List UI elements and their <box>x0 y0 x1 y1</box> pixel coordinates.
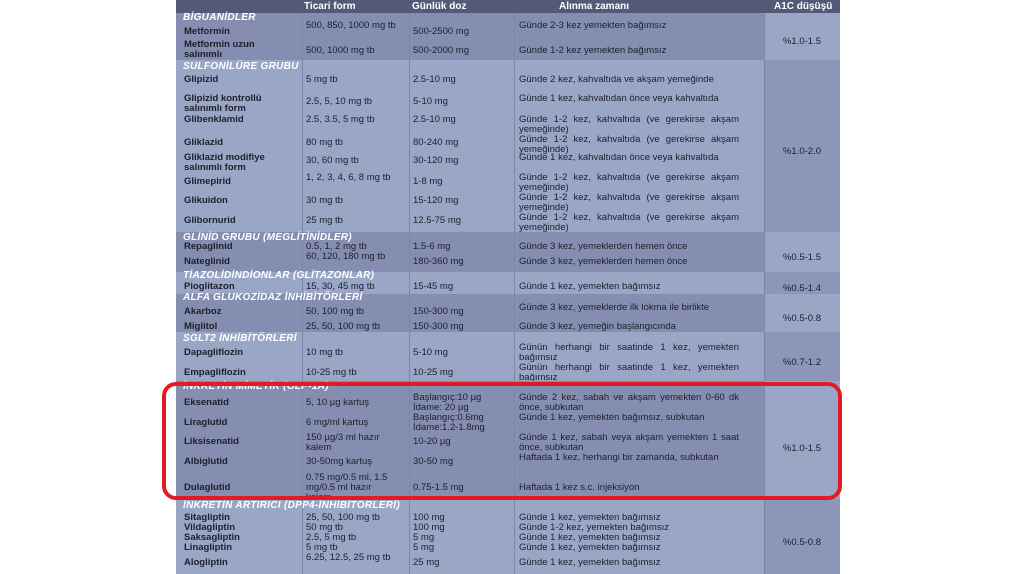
drug-form: 5 mg tb <box>306 543 338 553</box>
a1c-value: %0.5-1.5 <box>782 252 822 263</box>
drug-form: 150 µg/3 ml hazır kalem <box>306 433 380 453</box>
drug-name: Metformin <box>184 27 230 37</box>
drug-dose: 2.5-10 mg <box>413 75 456 85</box>
drug-form: 80 mg tb <box>306 138 343 148</box>
drug-timing: Haftada 1 kez, herhangi bir zamanda, subkutan <box>519 453 719 463</box>
drug-name: Sitagliptin <box>184 513 230 523</box>
drug-dose: 5-10 mg <box>413 97 448 107</box>
drug-dose: 25 mg <box>413 558 440 568</box>
header-alinma-zamani: Alınma zamanı <box>559 1 630 12</box>
drug-timing: Günde 1-2 kez, kahvaltıda (ve gerekirse akşam yemeğinde) <box>519 213 739 233</box>
drug-name: Glibornurid <box>184 216 236 226</box>
drug-form: 50, 100 mg tb <box>306 307 365 317</box>
drug-form: 5, 10 µg kartuş <box>306 398 370 408</box>
drug-timing: Günde 1 kez, sabah veya akşam yemekten 1 saat önce, subkutan <box>519 433 739 453</box>
a1c-value: %1.0-2.0 <box>782 146 822 157</box>
drug-timing: Günde 3 kez, yemeklerden hemen önce <box>519 242 688 252</box>
drug-timing: Günün herhangi bir saatinde 1 kez, yemekten bağımsız <box>519 363 739 381</box>
drug-name: Eksenatid <box>184 398 229 408</box>
drug-dose: 15-120 mg <box>413 196 459 206</box>
drug-name: Saksagliptin <box>184 533 240 543</box>
drug-timing: Günde 1 kez, yemekten bağımsız <box>519 513 661 523</box>
drug-form: 2.5, 5 mg tb <box>306 533 357 543</box>
drug-form: 0.5, 1, 2 mg tb <box>306 242 367 252</box>
drug-form: 10 mg tb <box>306 348 343 358</box>
group-heading: BİGUANİDLER <box>183 12 256 23</box>
drug-timing: Günde 1 kez, yemekten bağımsız, subkutan <box>519 413 705 423</box>
drug-dose: 15-45 mg <box>413 282 454 292</box>
drug-form: 2.5, 5, 10 mg tb <box>306 97 373 107</box>
drug-form: 25, 50, 100 mg tb <box>306 322 380 332</box>
drug-dose: 5-10 mg <box>413 348 448 358</box>
drug-dose: 1.5-6 mg <box>413 242 451 252</box>
a1c-value: %1.0-1.5 <box>782 36 822 47</box>
drug-dose: 100 mg <box>413 513 445 523</box>
group-heading: İNKRETİN ARTIRICI (DPP4-İNHİBİTÖRLERİ) <box>183 500 400 511</box>
group-heading: TİAZOLİDİNDİONLAR (GLİTAZONLAR) <box>183 270 375 281</box>
drug-timing: Günde 1 kez, kahvaltıdan önce veya kahvaltıda <box>519 94 719 104</box>
drug-name: Dapagliflozin <box>184 348 244 358</box>
a1c-value: %0.5-0.8 <box>782 313 822 324</box>
drug-name: Glibenklamid <box>184 115 244 125</box>
drug-name: Albiglutid <box>184 457 228 467</box>
drug-form: 6.25, 12.5, 25 mg tb <box>306 553 391 563</box>
drug-form: 30 mg tb <box>306 196 343 206</box>
drug-dose: 1-8 mg <box>413 177 443 187</box>
a1c-value: %1.0-1.5 <box>782 443 822 454</box>
drug-form: 10-25 mg tb <box>306 368 357 378</box>
drug-name: Alogliptin <box>184 558 228 568</box>
drug-dose: Başlangıç:0.6mg İdame:1.2-1.8mg <box>413 413 485 433</box>
drug-form: 0.75 mg/0.5 ml, 1.5 mg/0.5 ml hazır kalem <box>306 473 388 501</box>
drug-timing: Günde 1 kez, yemekten bağımsız <box>519 543 661 553</box>
drug-dose: 10-20 µg <box>413 437 451 447</box>
drug-dose: 0.75-1.5 mg <box>413 483 464 493</box>
drug-dose: 5 mg <box>413 533 435 543</box>
drug-dose: 500-2500 mg <box>413 27 469 37</box>
drug-name: Liraglutid <box>184 418 228 428</box>
drug-name: Dulaglutid <box>184 483 231 493</box>
drug-name: Glikuidon <box>184 196 228 206</box>
drug-timing: Günde 1-2 kez, kahvaltıda (ve gerekirse akşam yemeğinde) <box>519 173 739 193</box>
drug-dose: 5 mg <box>413 543 435 553</box>
drug-name: Glipizid <box>184 75 219 85</box>
drug-name: Gliklazid modifiye salınımlı form <box>184 153 265 173</box>
drug-name: Gliklazid <box>184 138 224 148</box>
drug-name: Pioglitazon <box>184 282 235 292</box>
drug-timing: Günde 1-2 kez, kahvaltıda (ve gerekirse akşam yemeğinde) <box>519 135 739 155</box>
drug-timing: Günde 1-2 kez, kahvaltıda (ve gerekirse akşam yemeğinde) <box>519 115 739 135</box>
header-gunluk-doz: Günlük doz <box>412 1 467 12</box>
drug-dose: Başlangıç:10 µg İdame: 20 µg <box>413 393 482 413</box>
drug-timing: Günde 3 kez, yemeklerde ilk lokma ile birlikte <box>519 303 710 313</box>
drug-dose: 2.5-10 mg <box>413 115 456 125</box>
drug-dose: 180-360 mg <box>413 257 464 267</box>
a1c-value: %0.7-1.2 <box>782 357 822 368</box>
drug-form: 25, 50, 100 mg tb <box>306 513 380 523</box>
drug-form: 6 mg/ml kartuş <box>306 418 369 428</box>
drug-timing: Günde 1 kez, yemekten bağımsız <box>519 282 661 292</box>
header-ticari-form: Ticari form <box>304 1 356 12</box>
header-a1c: A1C düşüşü <box>774 1 833 12</box>
drug-form: 60, 120, 180 mg tb <box>306 252 386 262</box>
drug-dose: 30-120 mg <box>413 156 459 166</box>
drug-timing: Günde 3 kez, yemeklerden hemen önce <box>519 257 688 267</box>
drug-name: Repaglinid <box>184 242 233 252</box>
drug-timing: Günde 1 kez, kahvaltıdan önce veya kahvaltıda <box>519 153 719 163</box>
drug-name: Nateglinid <box>184 257 230 267</box>
drug-timing: Günde 3 kez, yemeğin başlangıcında <box>519 322 676 332</box>
table-header <box>176 0 840 13</box>
drug-timing: Günde 2 kez, sabah ve akşam yemekten 0-60 dk önce, subkutan <box>519 393 739 413</box>
drug-timing: Günde 1 kez, yemekten bağımsız <box>519 558 661 568</box>
highlight-box-glp1 <box>162 382 842 500</box>
drug-timing: Günde 1-2 kez, kahvaltıda (ve gerekirse akşam yemeğinde) <box>519 193 739 213</box>
drug-timing: Günde 1-2 kez, yemekten bağımsız <box>519 523 669 533</box>
group-heading: GLİNİD GRUBU (MEGLİTİNİDLER) <box>183 232 352 243</box>
drug-form: 5 mg tb <box>306 75 338 85</box>
group-heading: SGLT2 İNHİBİTÖRLERİ <box>183 333 297 344</box>
drug-name: Empagliflozin <box>184 368 246 378</box>
drug-form: 50 mg tb <box>306 523 343 533</box>
drug-form: 1, 2, 3, 4, 6, 8 mg tb <box>306 173 391 183</box>
drug-dose: 500-2000 mg <box>413 46 469 56</box>
drug-timing: Günde 2-3 kez yemekten bağımsız <box>519 21 667 31</box>
a1c-value: %0.5-1.4 <box>782 283 822 294</box>
drug-name: Akarboz <box>184 307 222 317</box>
drug-dose: 80-240 mg <box>413 138 459 148</box>
drug-dose: 150-300 mg <box>413 307 464 317</box>
a1c-value: %0.5-0.8 <box>782 537 822 548</box>
drug-dose: 150-300 mg <box>413 322 464 332</box>
drug-form: 30, 60 mg tb <box>306 156 359 166</box>
drug-form: 25 mg tb <box>306 216 343 226</box>
drug-form: 500, 850, 1000 mg tb <box>306 21 396 31</box>
drug-name: Liksisenatid <box>184 437 239 447</box>
drug-timing: Günde 1 kez, yemekten bağımsız <box>519 533 661 543</box>
group-heading: İNKRETİN MİMETİK (GLP-1A) <box>183 381 329 392</box>
group-heading: ALFA GLUKOZİDAZ İNHİBİTÖRLERİ <box>183 292 363 303</box>
group-heading: SULFONİLÜRE GRUBU <box>183 61 299 72</box>
drug-dose: 12.5-75 mg <box>413 216 462 226</box>
drug-name: Metformin uzun salınımlı <box>184 40 255 60</box>
drug-name: Glipizid kontrollü salınımlı form <box>184 94 262 114</box>
drug-name: Glimepirid <box>184 177 231 187</box>
drug-timing: Günde 2 kez, kahvaltıda ve akşam yemeğinde <box>519 75 714 85</box>
drug-timing: Günün herhangi bir saatinde 1 kez, yemekten bağımsız <box>519 343 739 363</box>
drug-dose: 30-50 mg <box>413 457 454 467</box>
drug-name: Vildagliptin <box>184 523 236 533</box>
drug-form: 30-50mg kartuş <box>306 457 373 467</box>
drug-form: 500, 1000 mg tb <box>306 46 375 56</box>
drug-form: 15, 30, 45 mg tb <box>306 282 375 292</box>
drug-timing: Haftada 1 kez s.c. injeksiyon <box>519 483 640 493</box>
drug-dose: 100 mg <box>413 523 445 533</box>
drug-timing: Günde 1-2 kez yemekten bağımsız <box>519 46 667 56</box>
drug-dose: 10-25 mg <box>413 368 454 378</box>
drug-form: 2.5, 3.5, 5 mg tb <box>306 115 375 125</box>
drug-name: Miglitol <box>184 322 218 332</box>
drug-name: Linagliptin <box>184 543 233 553</box>
